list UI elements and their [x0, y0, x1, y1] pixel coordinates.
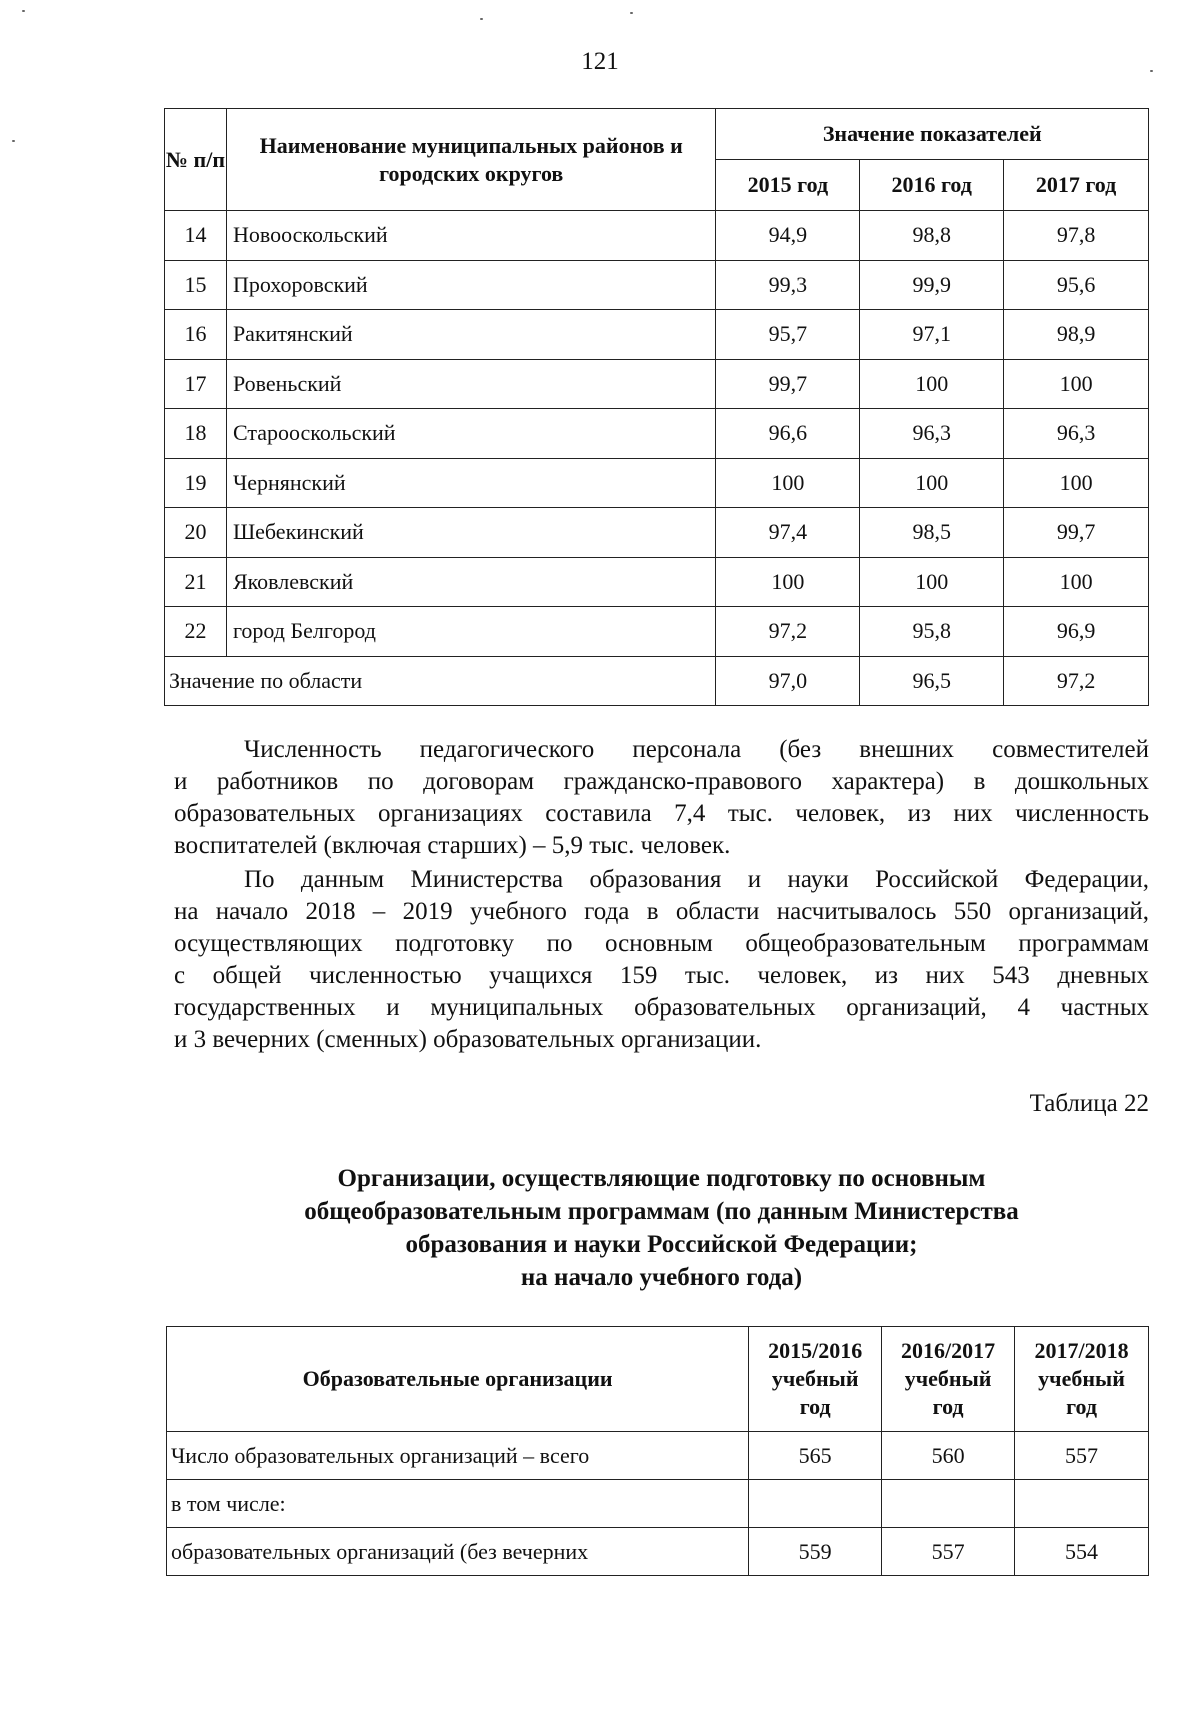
value-2016: 100 — [860, 557, 1004, 607]
value-2017: 100 — [1004, 557, 1149, 607]
total-row — [165, 656, 1149, 706]
value-2016: 96,3 — [860, 409, 1004, 459]
value-2017: 97,8 — [1004, 211, 1149, 261]
value-2016-2017: 557 — [882, 1528, 1015, 1576]
table-row — [165, 359, 1149, 409]
header-year — [749, 1327, 882, 1432]
header-year: 2015 год — [716, 160, 860, 211]
district-name: Новооскольский — [226, 211, 716, 261]
value-2016: 100 — [860, 359, 1004, 409]
value-2015: 95,7 — [716, 310, 860, 360]
header-year-line: год — [932, 1394, 964, 1419]
table-row — [165, 557, 1149, 607]
row-label: в том числе: — [167, 1480, 749, 1528]
value-2016: 100 — [860, 458, 1004, 508]
header-year-line: 2017/2018 — [1034, 1338, 1129, 1363]
district-name: Ровеньский — [226, 359, 716, 409]
row-number: 16 — [165, 310, 227, 360]
total-2015: 97,0 — [716, 656, 860, 706]
row-number: 15 — [165, 260, 227, 310]
value-2015: 100 — [716, 557, 860, 607]
header-group: Значение показателей — [716, 109, 1149, 160]
value-2017: 96,3 — [1004, 409, 1149, 459]
text-line: образовательных организациях составила 7,4 тыс. человек, из них численность — [174, 800, 1149, 827]
text-line: и работников по договорам гражданско-правового характера) в дошкольных — [174, 768, 1149, 795]
table-row — [167, 1432, 1149, 1480]
district-name: Чернянский — [226, 458, 716, 508]
district-name: Яковлевский — [226, 557, 716, 607]
text-line: Численность педагогического персонала (без внешних совместителей — [244, 736, 1149, 763]
value-2017: 96,9 — [1004, 607, 1149, 657]
value-2017-2018: 557 — [1015, 1432, 1149, 1480]
header-year: 2017 год — [1004, 160, 1149, 211]
table-label: Таблица 22 — [1029, 1090, 1149, 1117]
row-number: 21 — [165, 557, 227, 607]
table-row — [165, 508, 1149, 558]
title-line: образования и науки Российской Федерации; — [405, 1231, 918, 1258]
paragraph-staff — [174, 734, 1149, 862]
text-line: государственных и муниципальных образовательных организаций, 4 частных — [174, 994, 1149, 1021]
value-2017: 95,6 — [1004, 260, 1149, 310]
table-row — [165, 458, 1149, 508]
text-line: По данным Министерства образования и науки Российской Федерации, — [244, 866, 1149, 893]
text-line: осуществляющих подготовку по основным общеобразовательным программам — [174, 930, 1149, 957]
districts-table — [164, 108, 1149, 706]
value-2015: 99,7 — [716, 359, 860, 409]
header-year-line: учебный — [1038, 1366, 1125, 1391]
row-number: 20 — [165, 508, 227, 558]
header-year — [882, 1327, 1015, 1432]
row-number: 22 — [165, 607, 227, 657]
header-year-line: учебный — [771, 1366, 859, 1391]
value-2017: 98,9 — [1004, 310, 1149, 360]
value-2017: 100 — [1004, 359, 1149, 409]
header-year-line: год — [799, 1394, 831, 1419]
title-line: общеобразовательным программам (по данным Министерства — [304, 1198, 1019, 1225]
district-name: Старооскольский — [226, 409, 716, 459]
value-2017-2018: 554 — [1015, 1528, 1149, 1576]
value-2015: 97,2 — [716, 607, 860, 657]
scan-speck — [12, 140, 15, 142]
table-row — [165, 607, 1149, 657]
value-2017: 100 — [1004, 458, 1149, 508]
header-year-line: 2015/2016 — [768, 1338, 863, 1363]
header-year-line: год — [1066, 1394, 1097, 1419]
value-2017-2018 — [1015, 1480, 1149, 1528]
title-line: Организации, осуществляющие подготовку по основным — [337, 1165, 986, 1192]
page-number: 121 — [581, 48, 619, 75]
total-2016: 96,5 — [860, 656, 1004, 706]
value-2015: 97,4 — [716, 508, 860, 558]
row-label: Число образовательных организаций – всего — [167, 1432, 749, 1480]
value-2015: 100 — [716, 458, 860, 508]
district-name: Ракитянский — [226, 310, 716, 360]
total-2017: 97,2 — [1004, 656, 1149, 706]
text-line: и 3 вечерних (сменных) образовательных организации. — [174, 1026, 762, 1053]
header-year-line: 2016/2017 — [901, 1338, 996, 1363]
district-name: Шебекинский — [226, 508, 716, 558]
value-2015-2016: 559 — [749, 1528, 882, 1576]
value-2016: 98,5 — [860, 508, 1004, 558]
scan-speck — [480, 18, 483, 20]
row-number: 19 — [165, 458, 227, 508]
paragraph-organizations — [174, 864, 1149, 1056]
value-2017: 99,7 — [1004, 508, 1149, 558]
district-name: город Белгород — [226, 607, 716, 657]
header-year: 2016 год — [860, 160, 1004, 211]
district-name: Прохоровский — [226, 260, 716, 310]
value-2016-2017 — [882, 1480, 1015, 1528]
value-2016-2017: 560 — [882, 1432, 1015, 1480]
text-line: на начало 2018 – 2019 учебного года в области насчитывалось 550 организаций, — [174, 898, 1149, 925]
row-number: 17 — [165, 359, 227, 409]
table-row — [165, 260, 1149, 310]
header-name: Наименование муниципальных районов и городских округов — [226, 109, 716, 211]
table-title — [174, 1162, 1149, 1294]
table-row — [165, 310, 1149, 360]
total-label: Значение по области — [165, 656, 716, 706]
header-organizations: Образовательные организации — [167, 1327, 749, 1432]
title-line: на начало учебного года) — [520, 1264, 803, 1291]
row-number: 18 — [165, 409, 227, 459]
value-2015: 99,3 — [716, 260, 860, 310]
table-row — [165, 211, 1149, 261]
table-row — [167, 1528, 1149, 1576]
table-row — [165, 409, 1149, 459]
text-line: воспитателей (включая старших) – 5,9 тыс. человек. — [174, 832, 731, 859]
value-2015: 96,6 — [716, 409, 860, 459]
value-2016: 95,8 — [860, 607, 1004, 657]
value-2015: 94,9 — [716, 211, 860, 261]
value-2016: 99,9 — [860, 260, 1004, 310]
scan-speck — [630, 12, 633, 14]
scan-speck — [22, 10, 25, 12]
row-label: образовательных организаций (без вечерних — [167, 1528, 749, 1576]
table-row — [167, 1480, 1149, 1528]
organizations-table — [166, 1326, 1149, 1576]
value-2015-2016: 565 — [749, 1432, 882, 1480]
header-year-line: учебный — [904, 1366, 992, 1391]
value-2015-2016 — [749, 1480, 882, 1528]
text-line: с общей численностью учащихся 159 тыс. человек, из них 543 дневных — [174, 962, 1149, 989]
header-year — [1015, 1327, 1149, 1432]
row-number: 14 — [165, 211, 227, 261]
header-num: № п/п — [165, 109, 227, 211]
value-2016: 97,1 — [860, 310, 1004, 360]
value-2016: 98,8 — [860, 211, 1004, 261]
